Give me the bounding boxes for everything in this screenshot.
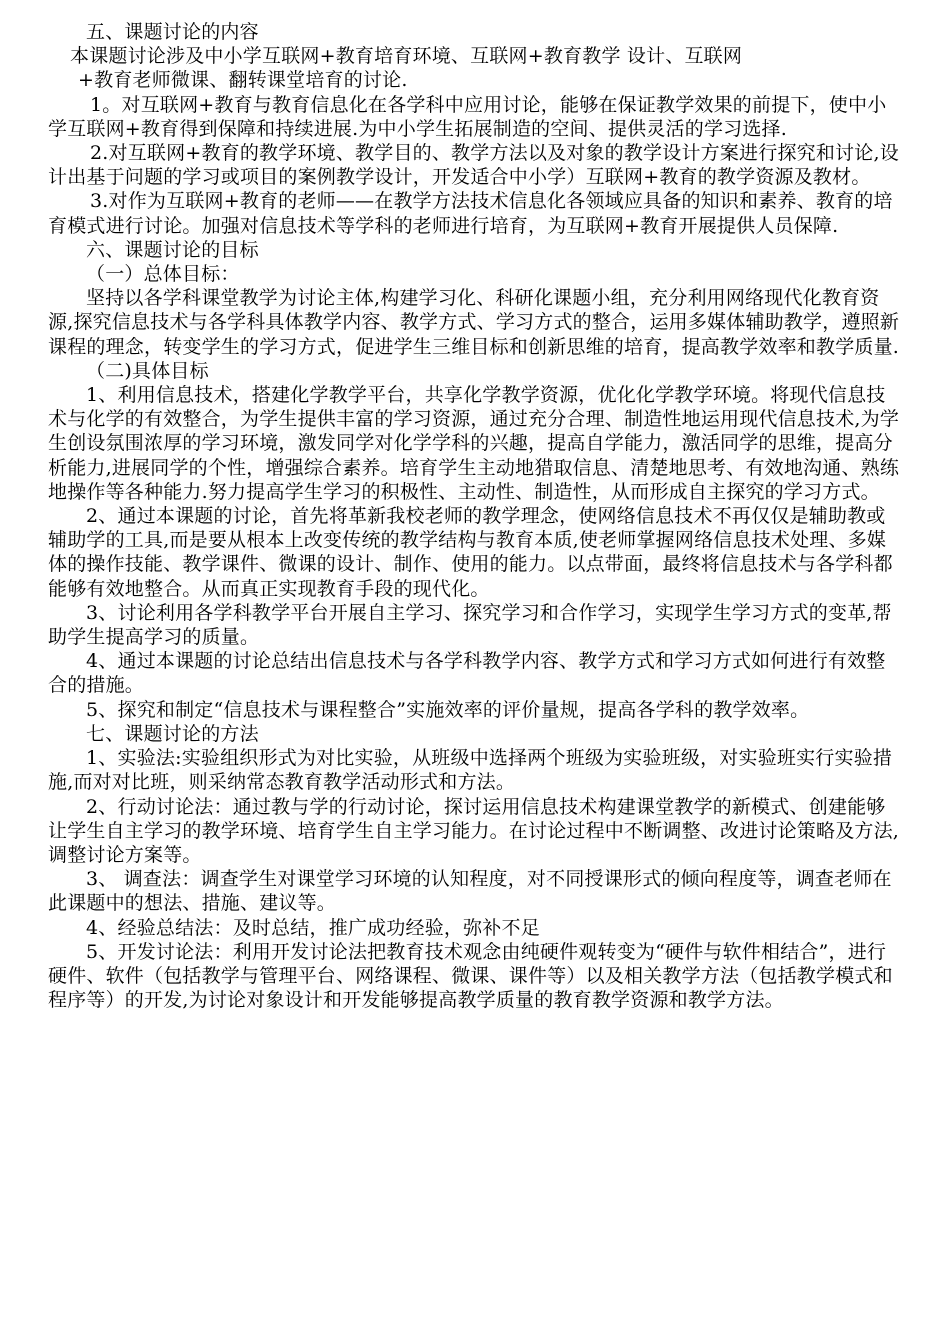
method-4: 4、经验总结法：及时总结，推广成功经验，弥补不足 [86, 916, 540, 939]
method-5: 5、开发讨论法：利用开发讨论法把教育技术观念由纯硬件观转变为“硬件与软件相结合”，进行硬件、软件（包括教学与管理平台、网络课程、微课、课件等）以及相关教学方法（包括教学模式和程序等）的开发,为讨论对象设计和开发能够提高教学质量的教育教学资源和教学方法。 [48, 940, 893, 1012]
section5-intro-line1: 本课题讨论涉及中小学互联网+教育培育环境、互联网+教育教学 设计、互联网 [70, 45, 743, 68]
specific-goal-item-2: 2、通过本课题的讨论，首先将革新我校老师的教学理念，使网络信息技术不再仅仅是辅助教或辅助学的工具,而是要从根本上改变传统的教学结构与教育本质,使老师掌握网络信息技术处理、多媒体的操作技能、教学课件、微课的设计、制作、使用的能力。以点带面，最终将信息技术与各学科都能够有效地整合。从而真正实现教育手段的现代化。 [48, 505, 893, 600]
section5-item-1: 1。对互联网+教育与教育信息化在各学科中应用讨论，能够在保证教学效果的前提下，使中小学互联网+教育得到保障和持续进展.为中小学生拓展制造的空间、提供灵活的学习选择. [48, 93, 887, 140]
specific-goal-item-1: 1、利用信息技术，搭建化学教学平台，共享化学教学资源，优化化学教学环境。将现代信息技术与化学的有效整合，为学生提供丰富的学习资源，通过充分合理、制造性地运用现代信息技术,为学生创设氛围浓厚的学习环境，激发同学对化学学科的兴趣，提高自学能力，激活同学的思维，提高分析能力,进展同学的个性，增强综合素养。培育学生主动地猎取信息、清楚地思考、有效地沟通、熟练地操作等各种能力.努力提高学生学习的积极性、主动性、制造性，从而形成自主探究的学习方式。 [48, 384, 900, 503]
specific-goal-item-4: 4、通过本课题的讨论总结出信息技术与各学科教学内容、教学方式和学习方式如何进行有效整合的措施。 [48, 650, 886, 697]
section5-heading: 五、课题讨论的内容 [86, 21, 259, 43]
specific-goal-item-3: 3、讨论利用各学科教学平台开展自主学习、探究学习和合作学习，实现学生学习方式的变革,帮助学生提高学习的质量。 [48, 601, 892, 649]
section5-item-3: 3.对作为互联网+教育的老师——在教学方法技术信息化各领域应具备的知识和素养、教育的培育模式进行讨论。加强对信息技术等学科的老师进行培育，为互联网+教育开展提供人员保障. [48, 190, 893, 237]
section6-heading: 六、课题讨论的目标 [86, 238, 259, 261]
method-1: 1、实验法:实验组织形式为对比实验，从班级中选择两个班级为实验班级，对实验班实行实验措施,而对对比班，则采纳常态教育教学活动形式和方法。 [48, 747, 893, 794]
method-3: 3、 调查法：调查学生对课堂学习环境的认知程度，对不同授课形式的倾向程度等，调查老师在此课题中的想法、措施、建议等。 [48, 868, 892, 915]
specific-goal-item-5: 5、探究和制定“信息技术与课程整合”实施效率的评价量规，提高各学科的教学效率。 [86, 698, 810, 721]
method-2: 2、行动讨论法：通过教与学的行动讨论，探讨运用信息技术构建课堂教学的新模式、创建能够让学生自主学习的教学环境、培育学生自主学习能力。在讨论过程中不断调整、改进讨论策略及方法,调整讨论方案等。 [48, 795, 900, 866]
section7-heading: 七、课题讨论的方法 [86, 722, 259, 745]
section5-intro-line2: +教育老师微课、翻转课堂培育的讨论. [78, 69, 408, 92]
specific-goal-heading: （二)具体目标 [86, 359, 209, 382]
section5-item-2: 2.对互联网+教育的教学环境、教学目的、教学方法以及对象的教学设计方案进行探究和讨论,设计出基于问题的学习或项目的案例教学设计，开发适合中小学）互联网+教育的教学资源及教材。 [48, 142, 899, 189]
overall-goal-text: 坚持以各学科课堂教学为讨论主体,构建学习化、科研化课题小组，充分利用网络现代化教育资源,探究信息技术与各学科具体教学内容、教学方式、学习方式的整合，运用多媒体辅助教学，遵照新课程的理念，转变学生的学习方式，促进学生三维目标和创新思维的培育，提高教学效率和教学质量. [48, 287, 900, 358]
overall-goal-heading: （一）总体目标： [86, 263, 240, 286]
